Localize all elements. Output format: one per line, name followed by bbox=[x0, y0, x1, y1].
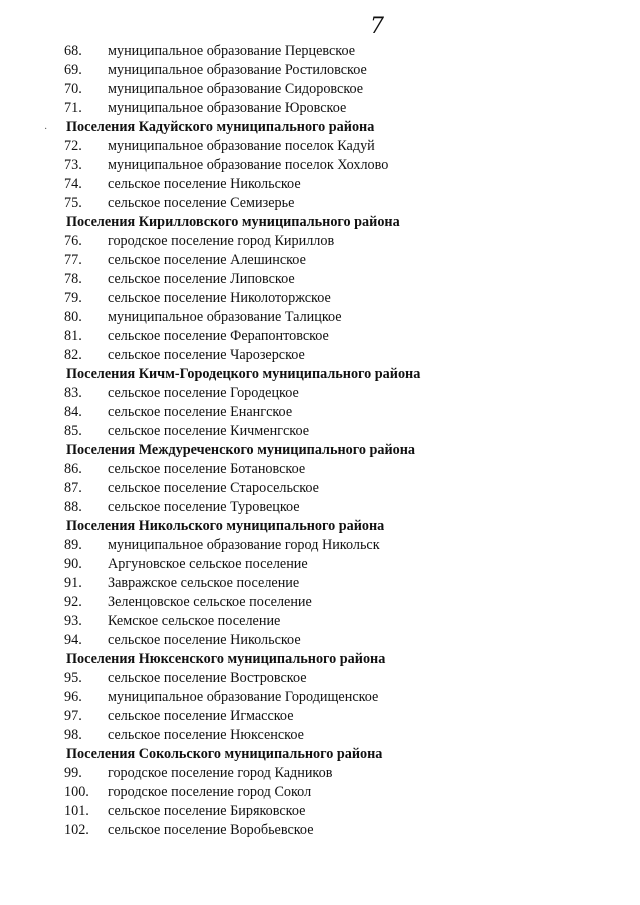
item-number: 86. bbox=[64, 461, 82, 477]
list-item bbox=[0, 251, 640, 270]
item-number: 102. bbox=[64, 822, 89, 838]
item-number: 101. bbox=[64, 803, 89, 819]
item-number: 91. bbox=[64, 575, 82, 591]
item-name: Кемское сельское поселение bbox=[108, 613, 281, 629]
item-name: сельское поселение Ботановское bbox=[108, 461, 306, 477]
section-heading bbox=[0, 213, 640, 232]
item-name: городское поселение город Кириллов bbox=[108, 233, 335, 249]
item-name: муниципальное образование Юровское bbox=[108, 100, 347, 116]
item-name: муниципальное образование Перцевское bbox=[108, 43, 356, 59]
item-number: 90. bbox=[64, 556, 82, 572]
page-number: 7 bbox=[370, 14, 384, 39]
settlement-list bbox=[0, 42, 640, 840]
list-item bbox=[0, 289, 640, 308]
list-item bbox=[0, 156, 640, 175]
list-item bbox=[0, 555, 640, 574]
item-name: городское поселение город Сокол bbox=[108, 784, 312, 800]
list-item bbox=[0, 384, 640, 403]
item-number: 87. bbox=[64, 480, 82, 496]
item-name: муниципальное образование поселок Кадуй bbox=[108, 138, 375, 154]
item-number: 85. bbox=[64, 423, 82, 439]
item-name: сельское поселение Енангское bbox=[108, 404, 293, 420]
item-number: 73. bbox=[64, 157, 82, 173]
list-item bbox=[0, 308, 640, 327]
list-item bbox=[0, 707, 640, 726]
item-name: Завражское сельское поселение bbox=[108, 575, 300, 591]
item-number: 68. bbox=[64, 43, 82, 59]
list-item bbox=[0, 270, 640, 289]
list-item bbox=[0, 498, 640, 517]
list-item bbox=[0, 346, 640, 365]
list-item bbox=[0, 479, 640, 498]
list-item bbox=[0, 232, 640, 251]
item-name: сельское поселение Чарозерское bbox=[108, 347, 305, 363]
section-heading bbox=[0, 650, 640, 669]
item-name: сельское поселение Биряковское bbox=[108, 803, 306, 819]
list-item bbox=[0, 422, 640, 441]
list-item bbox=[0, 574, 640, 593]
list-item bbox=[0, 61, 640, 80]
margin-mark: · bbox=[44, 124, 48, 135]
list-item bbox=[0, 403, 640, 422]
item-name: сельское поселение Никольское bbox=[108, 176, 301, 192]
section-heading-text: Поселения Междуреченского муниципального района bbox=[66, 442, 416, 458]
list-item bbox=[0, 194, 640, 213]
item-number: 75. bbox=[64, 195, 82, 211]
item-number: 98. bbox=[64, 727, 82, 743]
item-number: 82. bbox=[64, 347, 82, 363]
item-name: муниципальное образование Талицкое bbox=[108, 309, 342, 325]
list-item bbox=[0, 42, 640, 61]
item-number: 96. bbox=[64, 689, 82, 705]
item-name: Зеленцовское сельское поселение bbox=[108, 594, 312, 610]
item-number: 84. bbox=[64, 404, 82, 420]
item-name: сельское поселение Востровское bbox=[108, 670, 307, 686]
item-number: 72. bbox=[64, 138, 82, 154]
item-number: 69. bbox=[64, 62, 82, 78]
item-number: 77. bbox=[64, 252, 82, 268]
section-heading bbox=[0, 517, 640, 536]
item-name: муниципальное образование Городищенское bbox=[108, 689, 379, 705]
item-name: сельское поселение Игмасское bbox=[108, 708, 294, 724]
item-name: сельское поселение Воробьевское bbox=[108, 822, 314, 838]
list-item bbox=[0, 137, 640, 156]
item-number: 80. bbox=[64, 309, 82, 325]
section-heading bbox=[0, 118, 640, 137]
section-heading-text: Поселения Никольского муниципального района bbox=[66, 518, 385, 534]
list-item bbox=[0, 327, 640, 346]
list-item bbox=[0, 175, 640, 194]
item-number: 100. bbox=[64, 784, 89, 800]
list-item bbox=[0, 99, 640, 118]
section-heading-text: Поселения Нюксенского муниципального района bbox=[66, 651, 386, 667]
list-item bbox=[0, 726, 640, 745]
list-item bbox=[0, 631, 640, 650]
item-name: муниципальное образование Сидоровское bbox=[108, 81, 364, 97]
item-number: 89. bbox=[64, 537, 82, 553]
item-number: 71. bbox=[64, 100, 82, 116]
list-item bbox=[0, 80, 640, 99]
list-item bbox=[0, 688, 640, 707]
item-number: 74. bbox=[64, 176, 82, 192]
item-number: 93. bbox=[64, 613, 82, 629]
item-name: сельское поселение Алешинское bbox=[108, 252, 306, 268]
section-heading-text: Поселения Кирилловского муниципального района bbox=[66, 214, 400, 230]
item-number: 94. bbox=[64, 632, 82, 648]
list-item bbox=[0, 764, 640, 783]
item-number: 76. bbox=[64, 233, 82, 249]
item-name: сельское поселение Ферапонтовское bbox=[108, 328, 329, 344]
list-item bbox=[0, 460, 640, 479]
section-heading-text: Поселения Сокольского муниципального района bbox=[66, 746, 383, 762]
item-name: сельское поселение Кичменгское bbox=[108, 423, 310, 439]
section-heading-text: Поселения Кадуйского муниципального района bbox=[66, 119, 375, 135]
list-item bbox=[0, 612, 640, 631]
list-item bbox=[0, 536, 640, 555]
list-item bbox=[0, 669, 640, 688]
item-name: сельское поселение Городецкое bbox=[108, 385, 299, 401]
item-number: 83. bbox=[64, 385, 82, 401]
item-number: 95. bbox=[64, 670, 82, 686]
item-name: сельское поселение Николоторжское bbox=[108, 290, 331, 306]
list-item bbox=[0, 783, 640, 802]
item-name: городское поселение город Кадников bbox=[108, 765, 333, 781]
list-item bbox=[0, 821, 640, 840]
item-name: сельское поселение Нюксенское bbox=[108, 727, 304, 743]
item-number: 88. bbox=[64, 499, 82, 515]
section-heading bbox=[0, 745, 640, 764]
item-name: сельское поселение Туровецкое bbox=[108, 499, 300, 515]
item-number: 79. bbox=[64, 290, 82, 306]
item-name: сельское поселение Старосельское bbox=[108, 480, 319, 496]
item-name: сельское поселение Никольское bbox=[108, 632, 301, 648]
list-item bbox=[0, 802, 640, 821]
section-heading bbox=[0, 365, 640, 384]
list-item bbox=[0, 593, 640, 612]
item-number: 92. bbox=[64, 594, 82, 610]
item-number: 81. bbox=[64, 328, 82, 344]
item-number: 99. bbox=[64, 765, 82, 781]
item-name: сельское поселение Липовское bbox=[108, 271, 295, 287]
item-name: муниципальное образование поселок Хохлово bbox=[108, 157, 389, 173]
item-name: Аргуновское сельское поселение bbox=[108, 556, 308, 572]
section-heading-text: Поселения Кичм-Городецкого муниципального района bbox=[66, 366, 421, 382]
item-number: 97. bbox=[64, 708, 82, 724]
item-name: муниципальное образование город Никольск bbox=[108, 537, 380, 553]
item-number: 70. bbox=[64, 81, 82, 97]
item-number: 78. bbox=[64, 271, 82, 287]
item-name: сельское поселение Семизерье bbox=[108, 195, 295, 211]
item-name: муниципальное образование Ростиловское bbox=[108, 62, 367, 78]
section-heading bbox=[0, 441, 640, 460]
